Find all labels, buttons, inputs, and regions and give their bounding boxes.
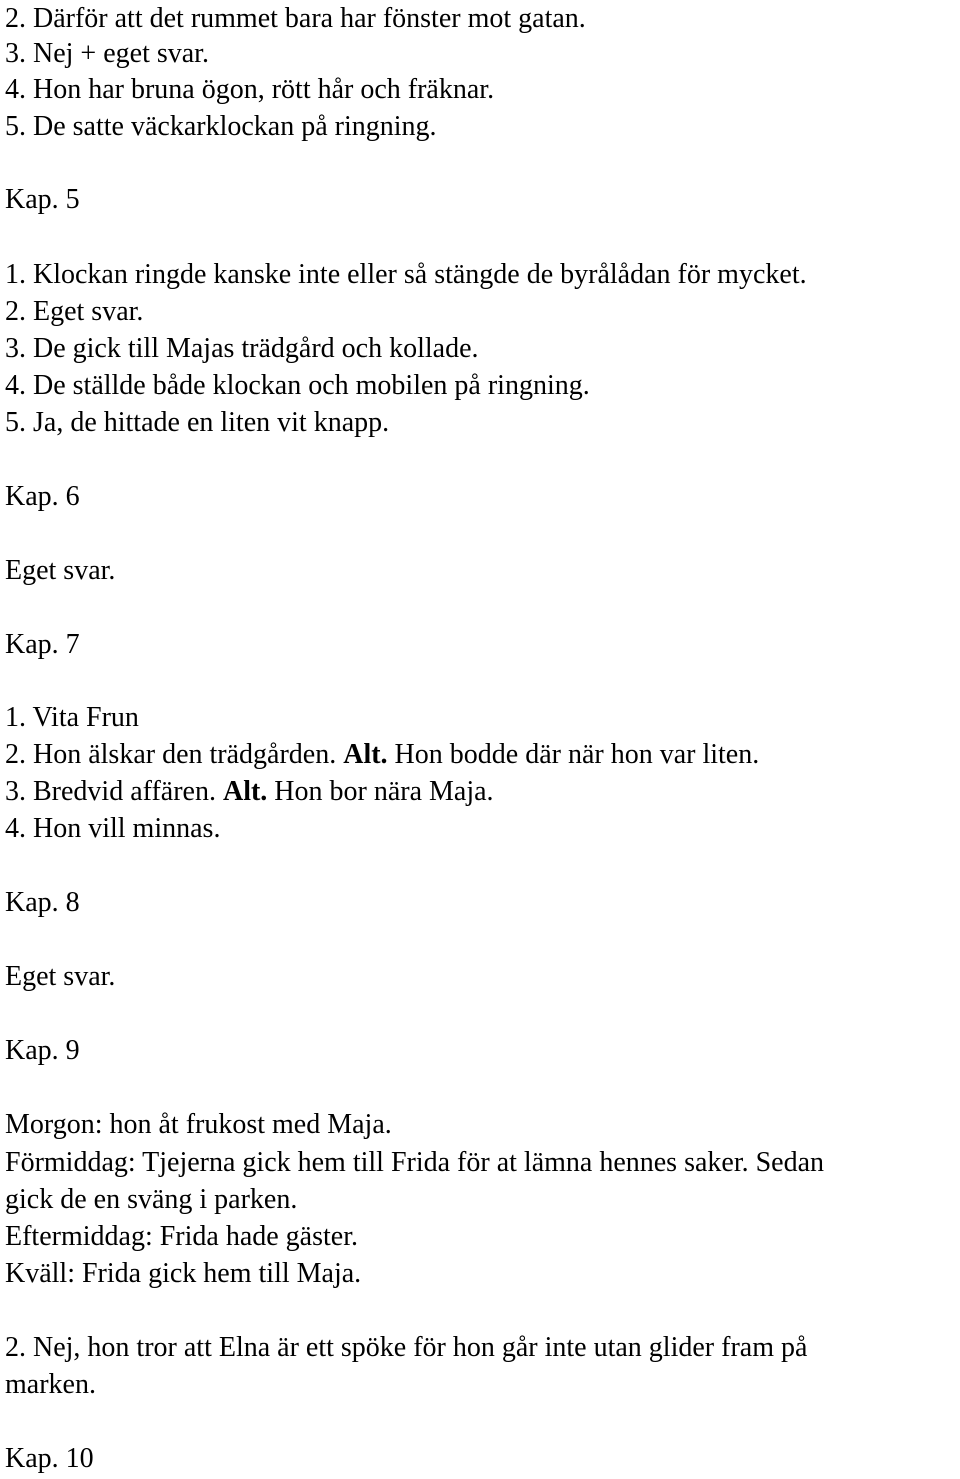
schedule-line: Kväll: Frida gick hem till Maja. [5,1258,362,1289]
chapter-heading: Kap. 10 [5,1443,94,1474]
answer-line: 5. De satte väckarklockan på ringning. [5,111,437,142]
answer-line: 2. Nej, hon tror att Elna är ett spöke för hon går inte utan glider fram på [5,1332,808,1363]
alt-answer-text: Hon bodde där när hon var liten. [394,739,760,770]
answer-text: 3. Bredvid affären. [5,776,216,807]
schedule-line: gick de en sväng i parken. [5,1184,298,1215]
answer-line [5,773,494,810]
schedule-line: Eftermiddag: Frida hade gäster. [5,1221,358,1252]
answer-line: marken. [5,1369,96,1400]
alt-label: Alt. [222,776,268,807]
alt-label: Alt. [343,739,388,770]
answer-line: 4. De ställde både klockan och mobilen på ringning. [5,370,590,401]
schedule-line: Förmiddag: Tjejerna gick hem till Frida för at lämna hennes saker. Sedan [5,1147,825,1178]
answer-text: 2. Hon älskar den trädgården. [5,739,337,770]
chapter-heading: Kap. 9 [5,1035,80,1066]
schedule-line: Morgon: hon åt frukost med Maja. [5,1109,392,1140]
chapter-heading: Kap. 7 [5,629,80,660]
chapter-heading: Kap. 6 [5,481,80,512]
answer-line: 1. Vita Frun [5,702,139,733]
chapter-heading: Kap. 8 [5,887,80,918]
answer-line: 5. Ja, de hittade en liten vit knapp. [5,407,390,438]
chapter-heading: Kap. 5 [5,184,80,215]
answer-line: 3. De gick till Majas trädgård och kollade. [5,333,479,364]
answer-line: Eget svar. [5,555,116,586]
alt-answer-text: Hon bor nära Maja. [274,776,494,807]
answer-line [5,736,759,773]
answer-line: 3. Nej + eget svar. [5,38,209,69]
answer-line: 2. Därför att det rummet bara har fönster mot gatan. [5,3,586,34]
answer-line: 2. Eget svar. [5,296,144,327]
answer-line: 1. Klockan ringde kanske inte eller så stängde de byrålådan för mycket. [5,259,807,290]
answer-line: 4. Hon har bruna ögon, rött hår och fräknar. [5,74,495,105]
answer-line: 4. Hon vill minnas. [5,813,221,844]
answer-line: Eget svar. [5,961,116,992]
